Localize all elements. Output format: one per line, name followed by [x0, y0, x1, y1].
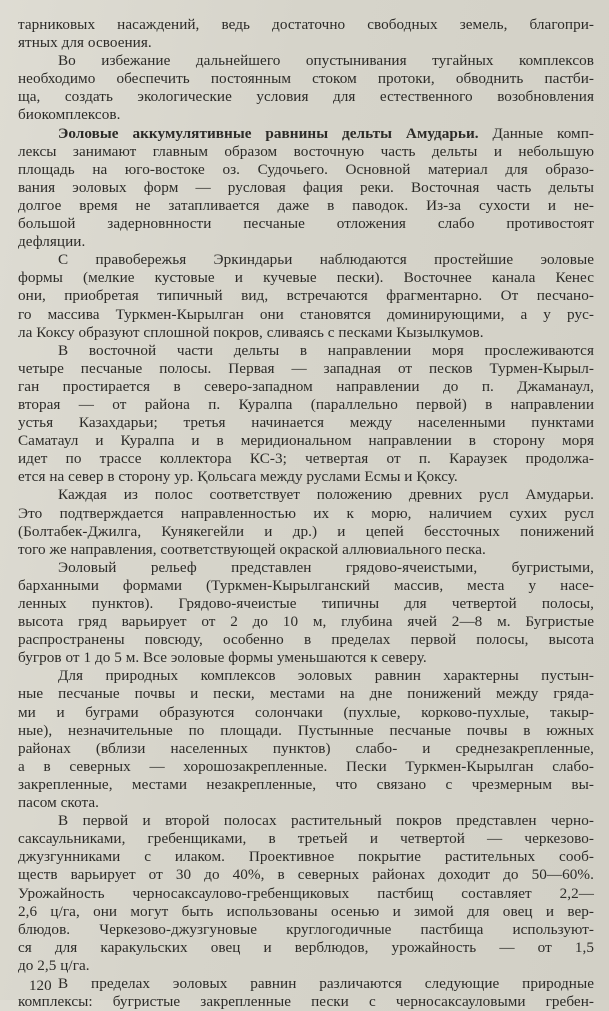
text-line: бугров от 1 до 5 м. Все эоловые формы уменьшаются к северу.: [18, 649, 427, 667]
text-line: джузгунниками с илаком. Проективное покрытие растительных сооб-: [18, 848, 594, 866]
text-line: распространены повсюду, особенно в пределах первой полосы, высота: [18, 631, 594, 649]
text-line: вания эоловых форм — русловая фация реки. Восточная часть дельты: [18, 178, 594, 196]
text-line: ган простирается в северо-западном направлении до п. Джаманаул,: [18, 377, 594, 395]
text-line: Урожайность черносаксаулово-гребенщиковых пастбищ составляет 2,2—: [18, 884, 594, 902]
text-line: го массива Туркмен-Кырылган они становятся доминирующими, а у рус-: [18, 305, 594, 323]
text-line: ется на север в сторону ур. Қольсага между руслами Есмы и Қоксу.: [18, 468, 458, 486]
text-line: Саматаул и Куралпа и в меридиональном направлении в сторону моря: [18, 432, 594, 450]
text-line: дефляции.: [18, 233, 86, 251]
text-line: лексы занимают главным образом восточную часть дельты и небольшую: [18, 142, 594, 160]
text-line: ные), незначительные по площади. Пустынные песчаные почвы в южных: [18, 721, 594, 739]
text-line: закрепленные, местами незакрепленные, что связано с чрезмерным вы-: [18, 775, 594, 793]
text-line: Во избежание дальнейшего опустынивания тугайных комплексов: [58, 52, 594, 70]
text-line: Эоловый рельеф представлен грядово-ячеистыми, бугристыми,: [58, 558, 594, 576]
text-line: ла Коксу образуют сплошной покров, сливаясь с песками Кызылкумов.: [18, 323, 484, 341]
text-line: пасом скота.: [18, 794, 100, 812]
text-line: они, приобретая типичный вид, встречаются фрагментарно. От песчано-: [18, 287, 594, 305]
text-line: ществ варьирует от 30 до 40%, в северных районах доходит до 50—60%.: [18, 866, 594, 884]
section-heading: Эоловые аккумулятивные равнины дельты Амударьи.: [58, 124, 479, 142]
text-line: необходимо обеспечить постоянным стоком протоки, обводнить пастби-: [18, 70, 594, 88]
text-line: Это подтверждается направленностью их к морю, наличием сухих русл: [18, 504, 594, 522]
text-line: В первой и второй полосах растительный покров представлен черно-: [58, 812, 594, 830]
text-line: а в северных — хорошозакрепленные. Пески Туркмен-Кырылган слабо-: [18, 757, 594, 775]
text-line: тарниковых насаждений, ведь достаточно свободных земель, благопри-: [18, 16, 594, 33]
text-line: комплексы: бугристые закрепленные пески с черносаксауловыми гребен-: [18, 993, 594, 1011]
text-line: [18, 125, 594, 143]
text-line: Каждая из полос соответствует положению древних русл Амударьи.: [58, 486, 594, 504]
text-line: четыре песчаные полосы. Первая — западная от песков Турмен-Кырыл-: [18, 359, 594, 377]
text-line: высота гряд варьирует от 2 до 10 м, глубина ячей 2—8 м. Бугристые: [18, 613, 594, 631]
text-line: долгое время не затапливается даже в паводок. Из-за сухости и не-: [18, 196, 594, 214]
text-run: Данные комп-: [478, 124, 594, 142]
text-line: районах (вблизи населенных пунктов) слабо- и среднезакрепленные,: [18, 739, 594, 757]
text-line: площадь на юго-востоке оз. Судочьего. Основной материал для образо-: [18, 160, 594, 178]
text-line: большой задерновнности песчаные отложения слабо противостоят: [18, 215, 594, 233]
text-line: блюдов. Черкезово-джузгуновые круглогодичные пастбища используют-: [18, 920, 594, 938]
text-line: биокомплексов.: [18, 106, 121, 124]
text-line: барханными формами (Туркмен-Кырылганский массив, места у насе-: [18, 576, 594, 594]
text-line: ленных пунктов). Грядово-ячеистые типичны для четвертой полосы,: [18, 595, 594, 612]
text-line: Для природных комплексов эоловых равнин характерны пустын-: [58, 667, 594, 685]
text-line: до 2,5 ц/га.: [18, 956, 90, 974]
text-line: ми и буграми образуются солончаки (пухлые, корково-пухлые, такыр-: [18, 703, 594, 721]
text-line: 2,6 ц/га, они могут быть использованы осенью и зимой для овец и вер-: [18, 902, 594, 920]
text-line: В восточной части дельты в направлении моря прослеживаются: [58, 341, 594, 359]
text-line: идет по трассе коллектора КС-3; четвертая от п. Караузек продолжа-: [18, 450, 594, 468]
text-line: ные песчаные почвы и пески, местами на дне понижений между гряда-: [18, 685, 594, 703]
body-text: [18, 16, 594, 1011]
text-line: В пределах эоловых равнин различаются следующие природные: [58, 974, 594, 992]
text-line: формы (мелкие кустовые и кучевые пески). Восточнее канала Кенес: [18, 269, 594, 287]
text-line: ятных для освоения.: [18, 34, 152, 52]
text-line: ща, создать экологические условия для естественного возобновления: [18, 88, 594, 106]
text-line: того же направления, соответствующей окраской аллювиального песка.: [18, 540, 486, 558]
text-line: (Болтабек-Джилга, Кунякегейли и др.) и цепей бессточных понижений: [18, 522, 594, 540]
text-line: саксаульниками, гребенщиками, в третьей и четвертой — черкезово-: [18, 830, 594, 848]
page-number: 120: [29, 978, 52, 994]
text-line: вторая — от района п. Куралпа (параллельно первой) в направлении: [18, 395, 594, 413]
text-line: С правобережья Эркиндарьи наблюдаются простейшие эоловые: [58, 251, 594, 269]
text-line: устья Казахдарьи; третья начинается между населенными пунктами: [18, 414, 594, 432]
text-line: ся для каракульских овец и верблюдов, урожайность — от 1,5: [18, 938, 594, 956]
